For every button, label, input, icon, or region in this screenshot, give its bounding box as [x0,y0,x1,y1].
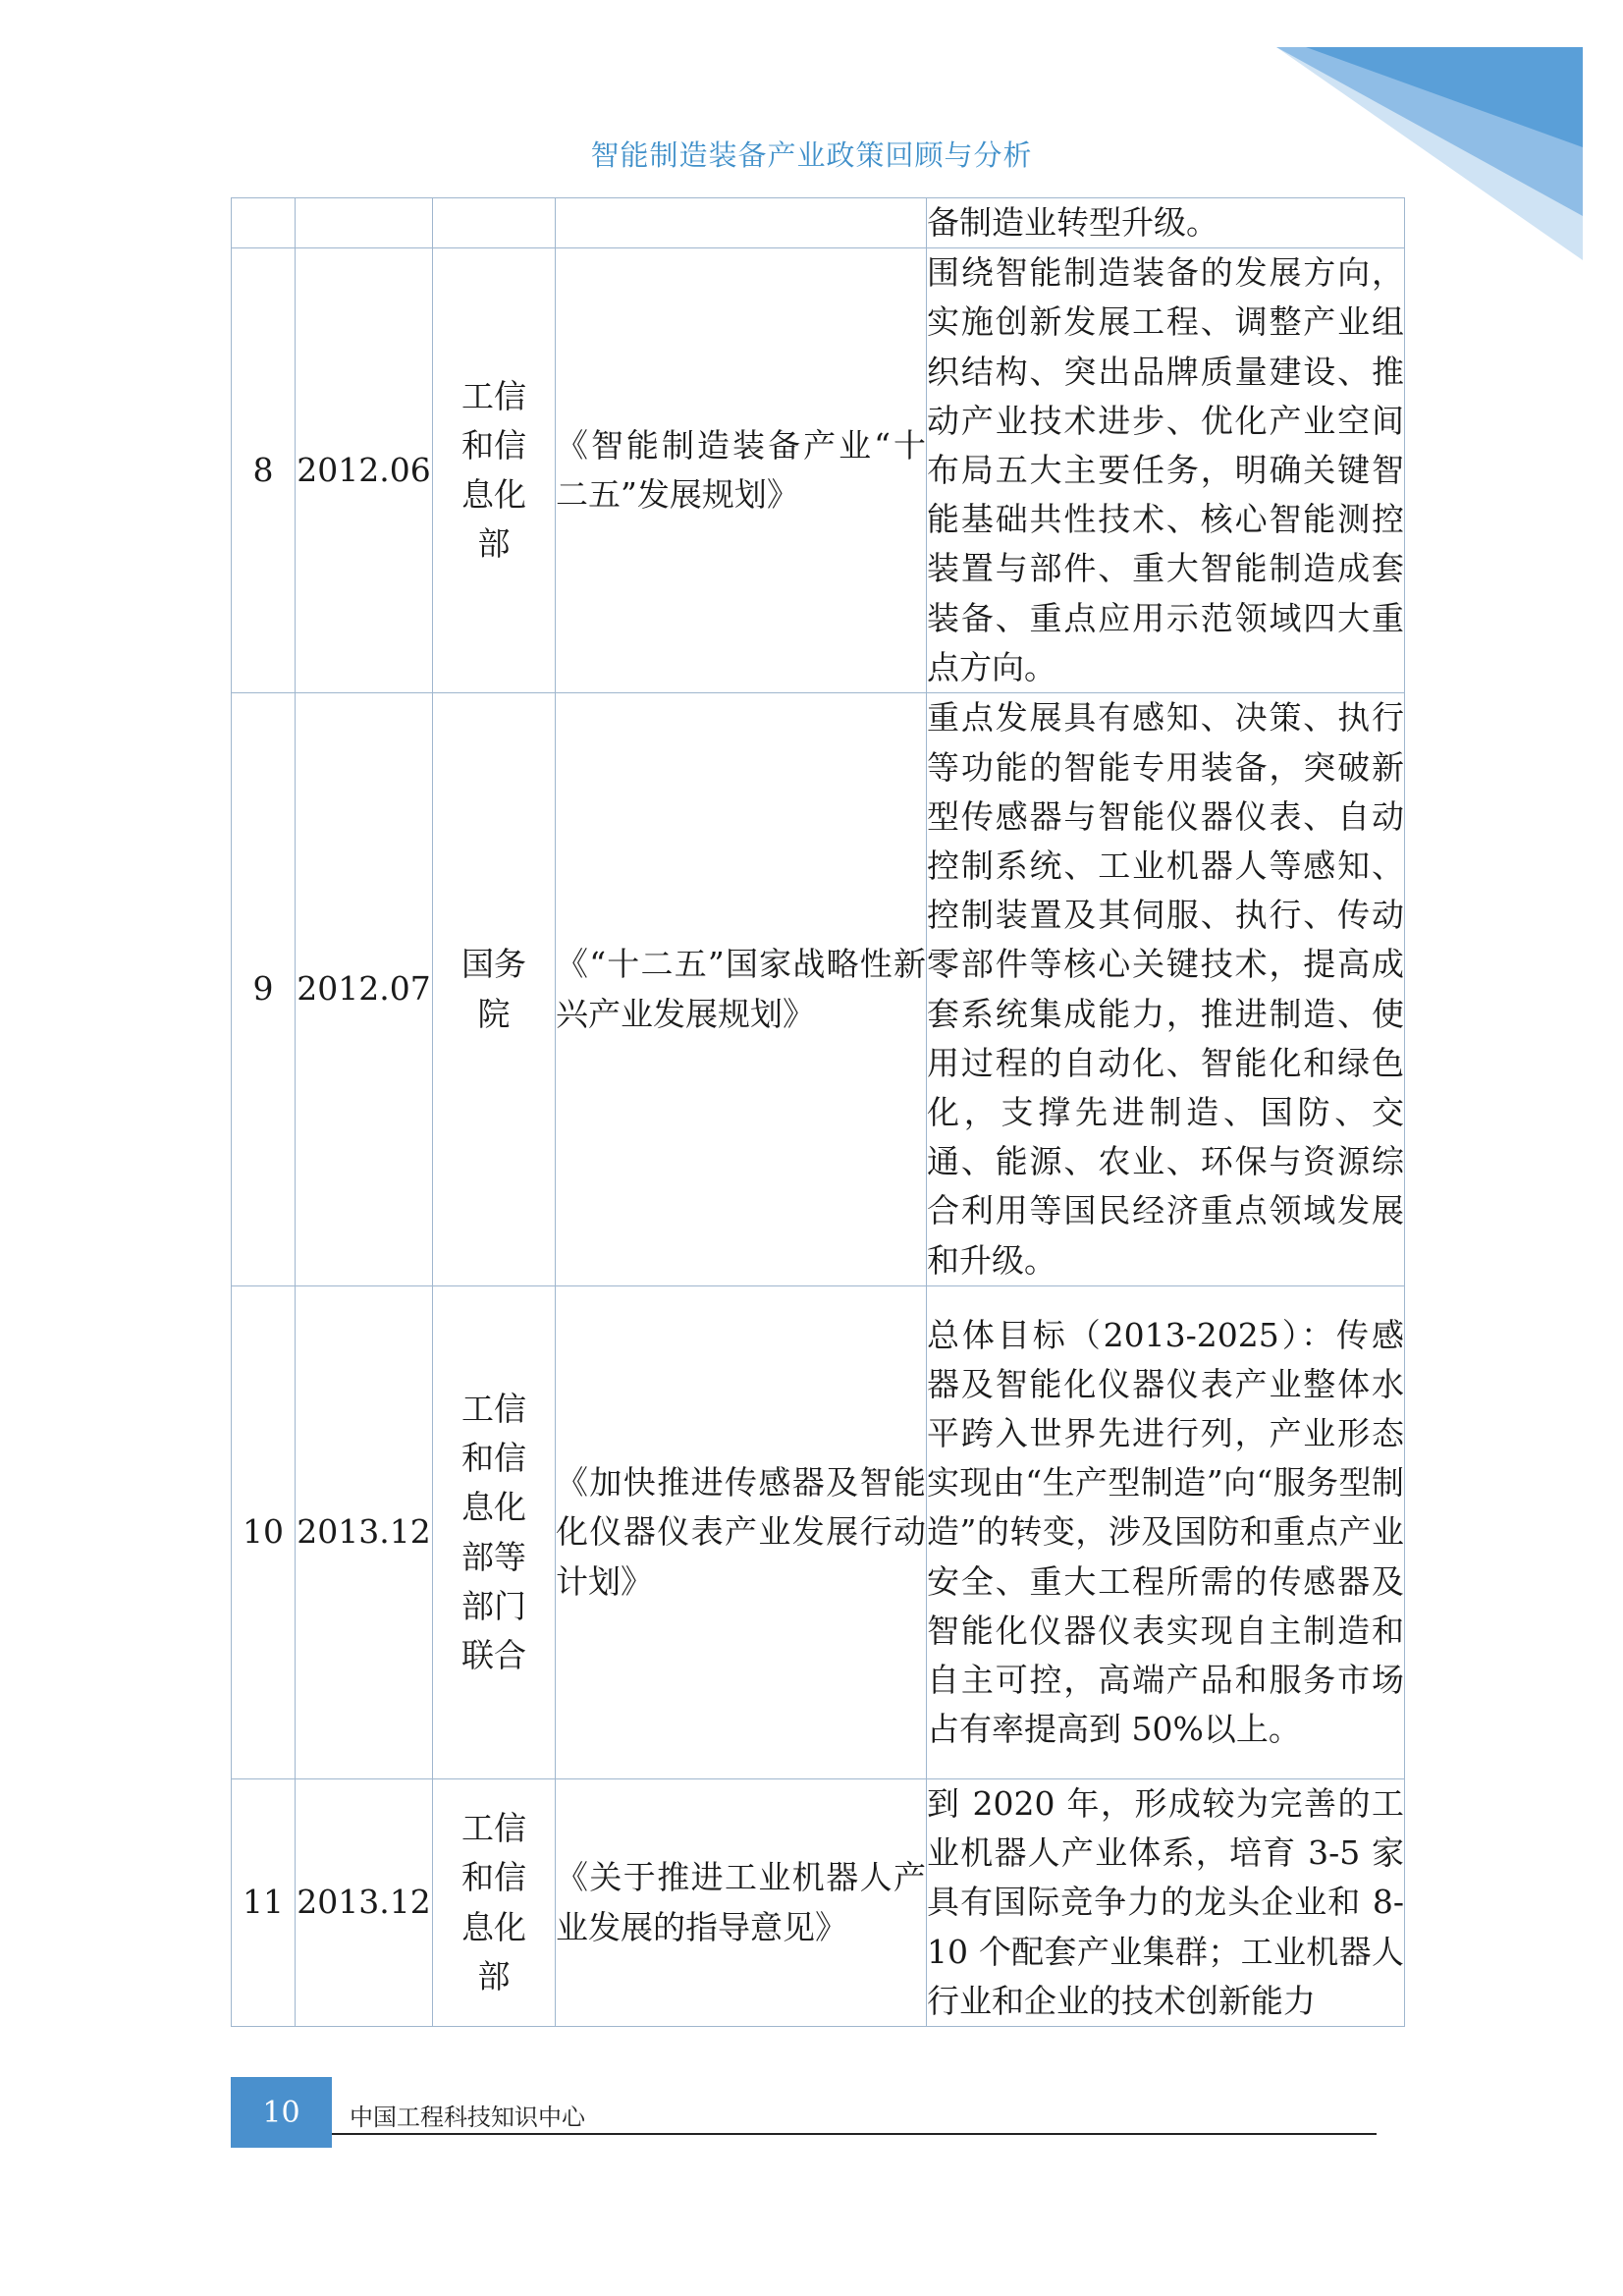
policy-title-cell: 《智能制造装备产业“十二五”发展规划》 [556,248,927,693]
department-line: 联合 [461,1635,526,1674]
department-line: 息化 [461,1907,526,1946]
row-number-cell: 11 [232,1779,296,2027]
policy-description-cell: 总体目标（2013-2025）：传感器及智能化仪器仪表产业整体水平跨入世界先进行列，产业形态实现由“生产型制造”向“服务型制造”的转变，涉及国防和重点产业安全、重大工程所需的传感器及智能化仪器仪表实现自主制造和自主可控，高端产品和服务市场占有率提高到 50%以上。 [927,1286,1405,1779]
department-line: 和信 [461,1858,526,1897]
table-row [232,1779,1405,2027]
department-cell [433,1779,556,2027]
policy-title-cell: 《加快推进传感器及智能化仪器仪表产业发展行动计划》 [556,1286,927,1779]
department-cell [433,198,556,248]
footer-organization: 中国工程科技知识中心 [350,2104,585,2131]
date-cell: 2013.12 [296,1286,433,1779]
date-cell [296,198,433,248]
policy-description-cell: 到 2020 年，形成较为完善的工业机器人产业体系，培育 3-5 家具有国际竞争力的龙头企业和 8-10 个配套产业集群；工业机器人行业和企业的技术创新能力 [927,1779,1405,2027]
policy-description-cell: 备制造业转型升级。 [927,198,1405,248]
row-number-cell: 10 [232,1286,296,1779]
department-line: 息化 [461,475,526,515]
policy-table-body [232,198,1405,2027]
table-row [232,693,1405,1286]
page-number-box [231,2077,332,2148]
date-cell: 2012.07 [296,693,433,1286]
date-cell: 2012.06 [296,248,433,693]
table-row [232,248,1405,693]
policy-description-cell: 围绕智能制造装备的发展方向，实施创新发展工程、调整产业组织结构、突出品牌质量建设、推动产业技术进步、优化产业空间布局五大主要任务，明确关键智能基础共性技术、核心智能测控装置与部件、重大智能制造成套装备、重点应用示范领域四大重点方向。 [927,248,1405,693]
department-line: 部 [477,1956,511,1995]
department-line: 工信 [461,376,526,415]
policy-title-cell: 《“十二五”国家战略性新兴产业发展规划》 [556,693,927,1286]
department-line: 部门 [461,1586,526,1625]
department-line: 和信 [461,425,526,465]
footer-rule [332,2133,1377,2135]
page-number: 10 [262,2095,300,2130]
department-line: 部 [477,524,511,564]
department-cell [433,693,556,1286]
department-line: 国务 [461,945,526,984]
department-line: 工信 [461,1809,526,1848]
date-cell: 2013.12 [296,1779,433,2027]
department-cell [433,248,556,693]
department-line: 部等 [461,1537,526,1576]
table-row [232,198,1405,248]
row-number-cell: 9 [232,693,296,1286]
row-number-cell: 8 [232,248,296,693]
department-line: 息化 [461,1488,526,1527]
department-line: 工信 [461,1389,526,1428]
policy-description-cell: 重点发展具有感知、决策、执行等功能的智能专用装备，突破新型传感器与智能仪器仪表、自动控制系统、工业机器人等感知、控制装置及其伺服、执行、传动零部件等核心关键技术，提高成套系统集成能力，推进制造、使用过程的自动化、智能化和绿色化，支撑先进制造、国防、交通、能源、农业、环保与资源综合利用等国民经济重点领域发展和升级。 [927,693,1405,1286]
table-row [232,1286,1405,1779]
department-line: 和信 [461,1439,526,1478]
department-cell [433,1286,556,1779]
policy-title-cell [556,198,927,248]
row-number-cell [232,198,296,248]
department-line: 院 [477,994,511,1033]
page-header-title: 智能制造装备产业政策回顾与分析 [590,138,1033,172]
policy-table [231,197,1405,2027]
policy-title-cell: 《关于推进工业机器人产业发展的指导意见》 [556,1779,927,2027]
